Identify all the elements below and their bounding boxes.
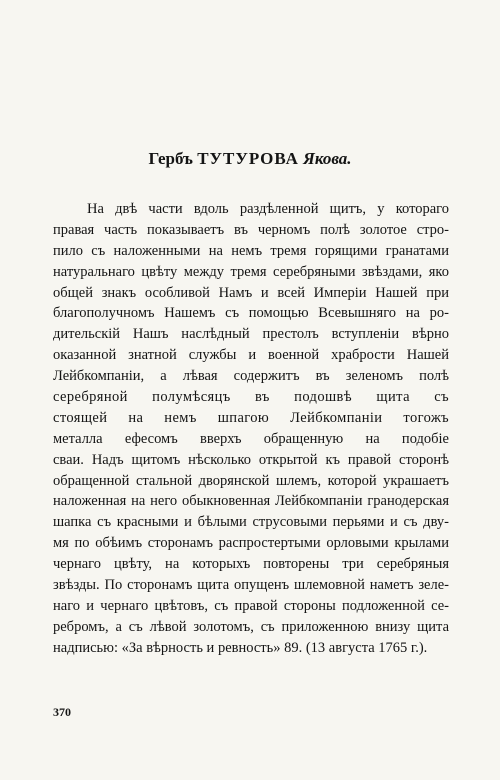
title-given-name: Якова.: [303, 149, 352, 168]
text-line: обращенной стальной дворянской шлемъ, которой украшаетъ: [53, 472, 449, 489]
text-line: На двѣ части вдоль раздѣленной щитъ, у котораго: [87, 201, 449, 217]
text-line: общей знакъ особливой Намъ и всей Имперіи Нашей при: [53, 284, 449, 301]
text-line: дительскій Нашъ наслѣдный престолъ вступленіи вѣрно: [53, 326, 449, 343]
text-line: натуральнаго цвѣту между тремя серебряными звѣздами, яко: [53, 263, 449, 280]
text-line: правая часть показываетъ въ черномъ полѣ золотое стро-: [53, 221, 449, 238]
coat-of-arms-description: [53, 199, 449, 659]
text-line: звѣзды. По сторонамъ щита опущенъ шлемовной наметъ зеле-: [53, 577, 449, 594]
text-line: металла ефесомъ вверхъ обращенную на подобіе: [53, 430, 449, 447]
text-line: надписью: «За вѣрность и ревность» 89. (13 августа 1765 г.).: [53, 639, 428, 656]
text-line: серебряной полумѣсяцъ въ подошвѣ щита съ: [53, 389, 449, 406]
text-line: оказанной знатной службы и военной храбрости Нашей: [53, 347, 449, 364]
text-line: благополучномъ Нашемъ съ помощью Всевышняго на ро-: [53, 305, 449, 322]
text-line: чернаго цвѣту, на которыхъ повторены три серебряныя: [53, 556, 449, 573]
text-line: сваи. Надъ щитомъ нѣсколько открытой къ правой сторонѣ: [53, 451, 449, 468]
title-surname: ТУТУРОВА: [197, 149, 299, 168]
text-line: наго и чернаго цвѣтовъ, съ правой стороны подложенной се-: [53, 597, 449, 614]
text-line: мя по обѣимъ сторонамъ распростертыми орловыми крылами: [53, 535, 449, 552]
text-line: шапка съ красными и бѣлыми струсовыми перьями и съ дву-: [53, 514, 449, 531]
text-line: стоящей на немъ шпагою Лейбкомпаніи тогожъ: [53, 409, 449, 426]
text-line: Лейбкомпаніи, а лѣвая содержитъ въ зеленомъ полѣ: [53, 368, 449, 385]
text-line: наложенная на него обыкновенная Лейбкомпаніи гранодерская: [53, 493, 449, 510]
title-gerb: Гербъ: [148, 149, 193, 168]
page-title: [0, 149, 500, 169]
page-number: 370: [53, 705, 71, 719]
text-line: пило съ наложенными на немъ тремя горящими гранатами: [53, 242, 449, 259]
text-line: ребромъ, а съ лѣвой золотомъ, съ приложенною внизу щита: [53, 618, 449, 635]
